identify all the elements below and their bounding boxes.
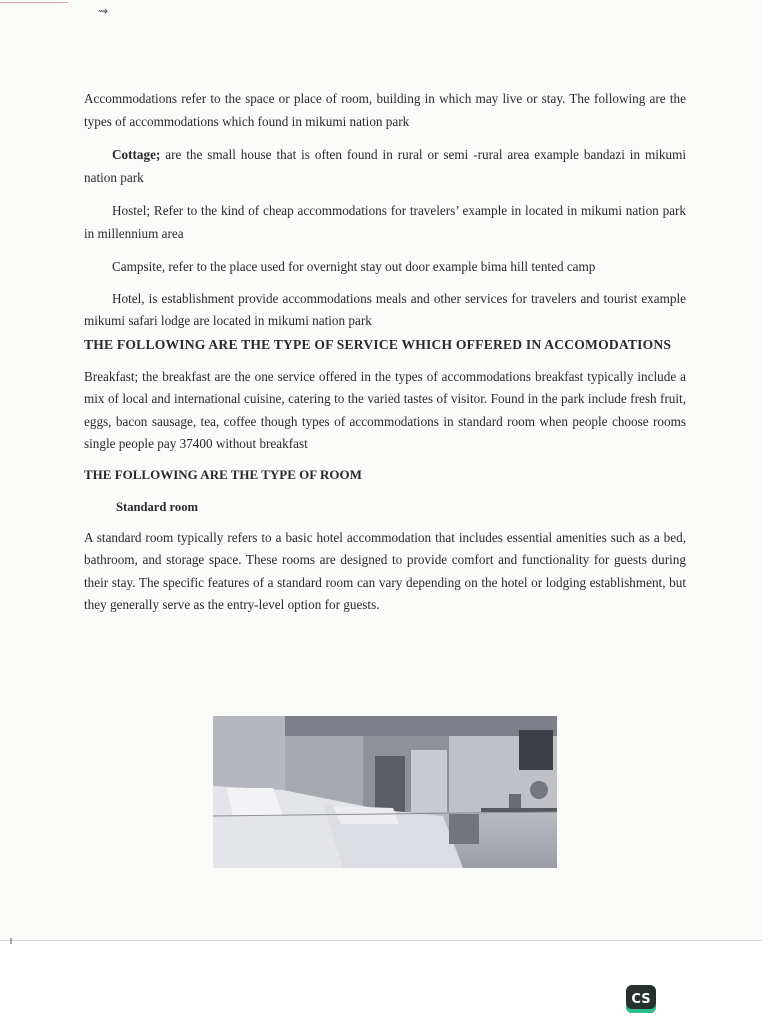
breakfast-paragraph: Breakfast; the breakfast are the one service offered in the types of accommodations breakfast typically include a mix of local and international cuisine, catering to the varied tastes of visitor. Found in the park include fresh fruit, eggs, bacon sausage, tea, coffee though types of accommodations in standard room when people choose rooms single people pay 37400 without breakfast <box>84 368 686 451</box>
corner-mark: ⇝ <box>98 4 109 18</box>
camscanner-logo-badge: CS <box>626 985 656 1013</box>
services-heading: THE FOLLOWING ARE THE TYPE OF SERVICE WHICH OFFERED IN ACCOMODATIONS <box>84 336 672 352</box>
rooms-heading: THE FOLLOWING ARE THE TYPE OF ROOM <box>84 466 362 482</box>
hotel-room-image <box>213 716 557 868</box>
cottage-term: Cottage; <box>112 147 161 162</box>
intro-paragraph: Accommodations refer to the space or place of room, building in which may live or stay. The following are the types of accommodations which found in mikumi nation park <box>84 91 686 129</box>
scan-edge-line <box>0 2 68 3</box>
hotel-paragraph: Hotel, is establishment provide accommodations meals and other services for travelers and tourist example mikumi safari lodge are located in mikumi nation park <box>84 290 686 328</box>
hotel-room-photo <box>213 716 557 868</box>
document-body <box>84 88 686 617</box>
scan-edge-mark <box>10 938 12 944</box>
hostel-paragraph: Hostel; Refer to the kind of cheap accommodations for travelers’ example in located in mikumi nation park in millennium area <box>84 203 686 241</box>
cottage-paragraph <box>84 144 686 189</box>
cottage-text: are the small house that is often found in rural or semi -rural area example bandazi in mikumi nation park <box>84 147 686 185</box>
standard-room-paragraph: A standard room typically refers to a basic hotel accommodation that includes essential amenities such as a bed, bathroom, and storage space. These rooms are designed to provide comfort and functionality for guests during their stay. The specific features of a standard room can vary depending on the hotel or lodging establishment, but they generally serve as the entry-level option for guests. <box>84 529 686 612</box>
standard-room-title: Standard room <box>116 499 198 514</box>
campsite-paragraph: Campsite, refer to the place used for overnight stay out door example bima hill tented camp <box>112 259 596 274</box>
